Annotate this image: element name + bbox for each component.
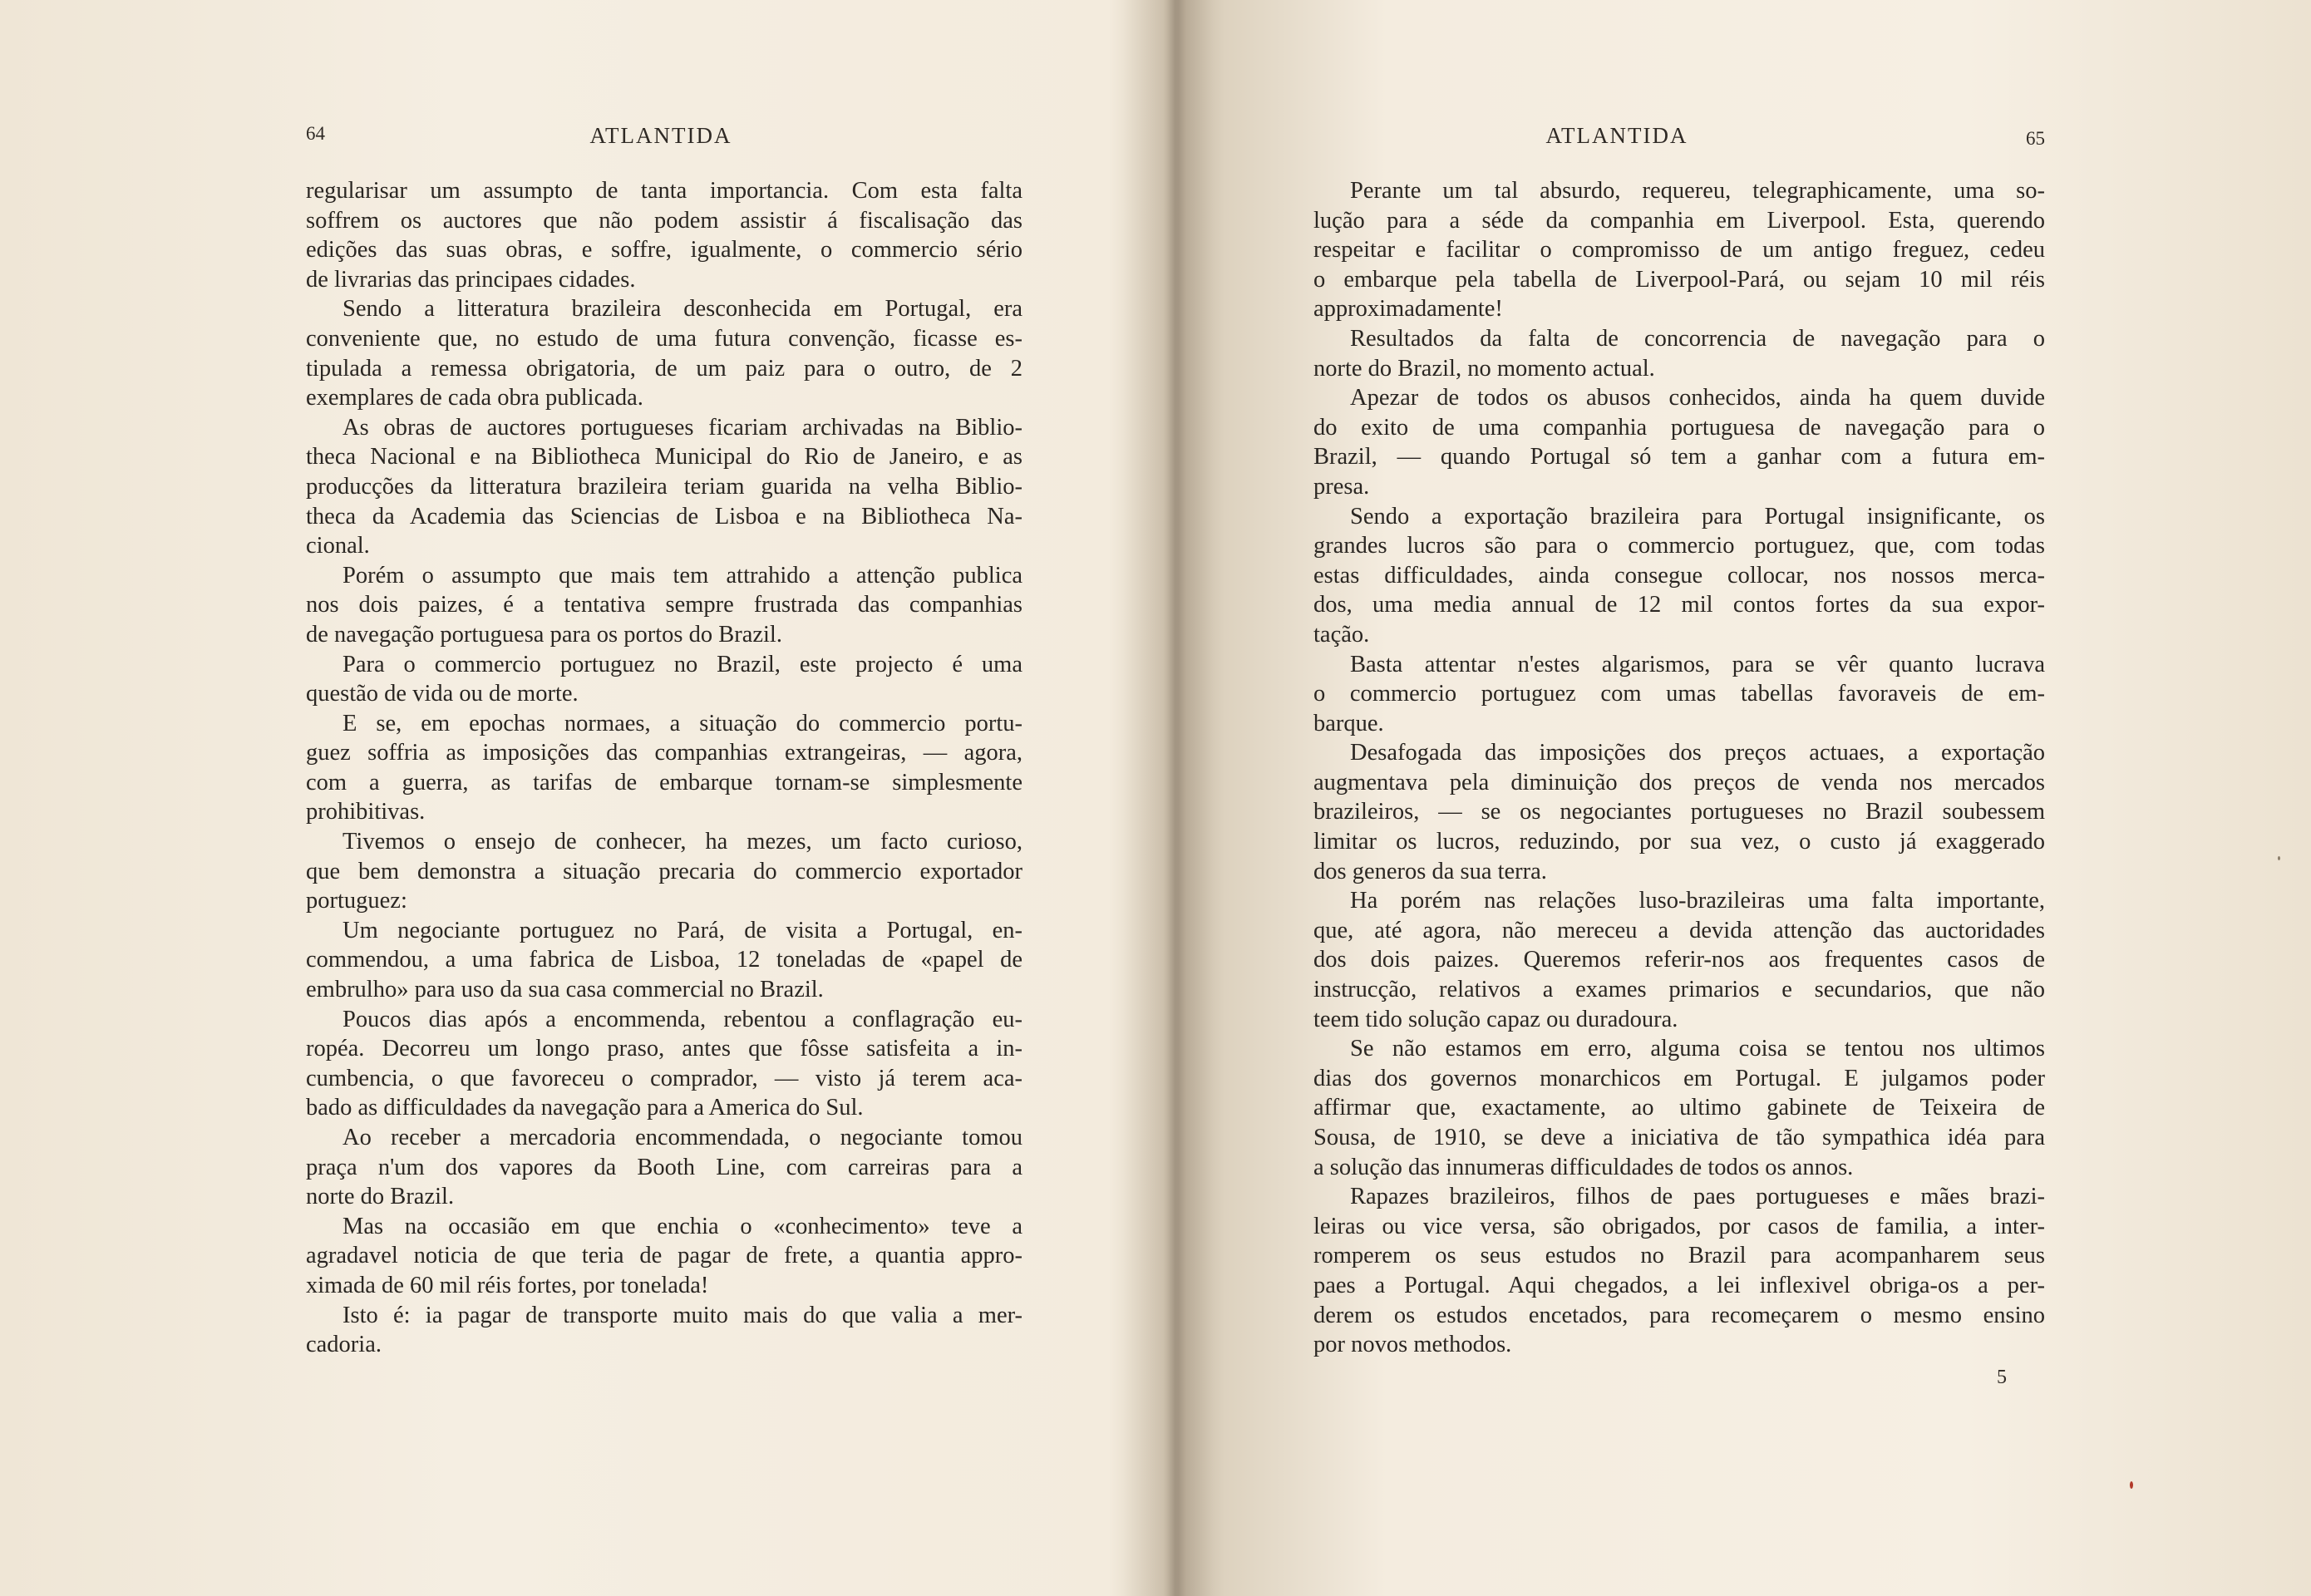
text-line: Mas na occasião em que enchia o «conhecimento» teve a	[342, 1213, 1022, 1239]
text-line: Desafogada das imposições dos preços actuaes, a exportação	[1350, 740, 2045, 766]
text-line: instrucção, relativos a exames primarios e secundarios, que não	[1313, 977, 2045, 1003]
text-line: Basta attentar n'estes algarismos, para se vêr quanto lucrava	[1350, 651, 2045, 677]
left-page-header	[306, 123, 1022, 156]
text-line: romperem os seus estudos no Brazil para acompanharem seus	[1313, 1243, 2045, 1269]
text-line: approximadamente!	[1313, 296, 1503, 323]
text-line: Sendo a exportação brazileira para Portugal insignificante, os	[1350, 503, 2045, 530]
text-line: tipulada a remessa obrigatoria, de um paiz para o outro, de 2	[306, 355, 1022, 382]
running-title: ATLANTIDA	[1545, 123, 1688, 148]
text-line: Tivemos o ensejo de conhecer, ha mezes, um facto curioso,	[342, 829, 1022, 855]
page-number: 64	[306, 123, 325, 144]
right-page-header	[1313, 123, 2045, 156]
text-line: que bem demonstra a situação precaria do commercio exportador	[306, 858, 1022, 884]
text-line: dos dois paizes. Queremos referir-nos aos frequentes casos de	[1313, 947, 2045, 973]
right-page	[1165, 0, 2311, 1596]
text-line: embrulho» para uso da sua casa commercial no Brazil.	[306, 977, 824, 1003]
text-line: dos generos da sua terra.	[1313, 858, 1547, 884]
text-line: Sendo a litteratura brazileira desconhecida em Portugal, era	[342, 296, 1022, 323]
text-line: prohibitivas.	[306, 799, 426, 825]
text-line: grandes lucros são para o commercio portuguez, que, com todas	[1313, 533, 2045, 559]
text-line: Ha porém nas relações luso-brazileiras uma falta importante,	[1350, 888, 2045, 914]
text-line: ximada de 60 mil réis fortes, por tonelada!	[306, 1272, 709, 1298]
text-line: leiras ou vice versa, são obrigados, por casos de familia, a inter-	[1313, 1213, 2045, 1239]
text-line: tação.	[1313, 621, 1370, 648]
text-line: regularisar um assumpto de tanta importancia. Com esta falta	[306, 178, 1022, 204]
text-line: Poucos dias após a encommenda, rebentou a conflagração eu-	[342, 1006, 1022, 1032]
text-line: brazileiros, — se os negociantes portugueses no Brazil soubessem	[1313, 799, 2045, 825]
text-line: Perante um tal absurdo, requereu, telegraphicamente, uma so-	[1350, 178, 2045, 204]
text-line: Porém o assumpto que mais tem attrahido a attenção publica	[342, 562, 1022, 589]
text-line: soffrem os auctores que não podem assistir á fiscalisação das	[306, 207, 1022, 234]
text-line: presa.	[1313, 473, 1370, 500]
text-line: Apezar de todos os abusos conhecidos, ainda ha quem duvide	[1350, 385, 2045, 411]
text-line: affirmar que, exactamente, ao ultimo gabinete de Teixeira de	[1313, 1095, 2045, 1121]
text-line: exemplares de cada obra publicada.	[306, 385, 643, 411]
text-line: praça n'um dos vapores da Booth Line, com carreiras para a	[306, 1154, 1022, 1180]
text-line: E se, em epochas normaes, a situação do commercio portu-	[342, 710, 1022, 736]
foxing-spot	[2130, 1481, 2133, 1489]
text-line: limitar os lucros, reduzindo, por sua vez, o custo já exaggerado	[1313, 829, 2045, 855]
text-line: de livrarias das principaes cidades.	[306, 266, 636, 293]
text-line: edições das suas obras, e soffre, igualmente, o commercio sério	[306, 237, 1022, 264]
text-line: cional.	[306, 533, 370, 559]
text-line: que, até agora, não mereceu a devida attenção das auctoridades	[1313, 917, 2045, 943]
text-line: de navegação portuguesa para os portos do Brazil.	[306, 621, 782, 648]
text-line: Para o commercio portuguez no Brazil, este projecto é uma	[342, 651, 1022, 677]
text-line: questão de vida ou de morte.	[306, 681, 579, 707]
text-line: ropéa. Decorreu um longo praso, antes que fôsse satisfeita a in-	[306, 1036, 1022, 1062]
text-line: a solução das innumeras difficuldades de todos os annos.	[1313, 1154, 1854, 1180]
text-line: bado as difficuldades da navegação para a America do Sul.	[306, 1095, 864, 1121]
text-line: o embarque pela tabella de Liverpool-Pará, ou sejam 10 mil réis	[1313, 266, 2045, 293]
text-line: theca da Academia das Sciencias de Lisboa e na Bibliotheca Na-	[306, 503, 1022, 530]
text-line: commendou, a uma fabrica de Lisboa, 12 toneladas de «papel de	[306, 947, 1022, 973]
foxing-spot	[2278, 856, 2280, 860]
text-line: norte do Brazil, no momento actual.	[1313, 355, 1655, 382]
text-line: Brazil, — quando Portugal só tem a ganhar com a futura em-	[1313, 444, 2045, 470]
text-line: estas difficuldades, ainda consegue collocar, nos nossos merca-	[1313, 562, 2045, 589]
text-line: Rapazes brazileiros, filhos de paes portugueses e mães brazi-	[1350, 1184, 2045, 1210]
text-line: cadoria.	[306, 1332, 382, 1358]
text-line: Sousa, de 1910, se deve a iniciativa de tão sympathica idéa para	[1313, 1125, 2045, 1150]
text-line: dos, uma media annual de 12 mil contos fortes da sua expor-	[1313, 592, 2045, 618]
signature-mark: 5	[1997, 1367, 2007, 1388]
right-page-body	[1313, 176, 2045, 1360]
text-line: Resultados da falta de concorrencia de navegação para o	[1350, 325, 2045, 352]
text-line: Ao receber a mercadoria encommendada, o negociante tomou	[342, 1125, 1022, 1150]
text-line: theca Nacional e na Bibliotheca Municipal do Rio de Janeiro, e as	[306, 444, 1022, 470]
text-line: Se não estamos em erro, alguma coisa se tentou nos ultimos	[1350, 1036, 2045, 1062]
text-line: Um negociante portuguez no Pará, de visita a Portugal, en-	[342, 917, 1022, 943]
text-line: As obras de auctores portugueses ficariam archivadas na Biblio-	[342, 414, 1022, 441]
text-line: portuguez:	[306, 888, 407, 914]
text-line: nos dois paizes, é a tentativa sempre frustrada das companhias	[306, 592, 1022, 618]
left-page-body	[306, 176, 1022, 1360]
text-line: com a guerra, as tarifas de embarque tornam-se simplesmente	[306, 769, 1022, 796]
text-line: lução para a séde da companhia em Liverpool. Esta, querendo	[1313, 207, 2045, 234]
text-line: augmentava pela diminuição dos preços de venda nos mercados	[1313, 769, 2045, 796]
text-line: respeitar e facilitar o compromisso de um antigo freguez, cedeu	[1313, 237, 2045, 264]
text-line: paes a Portugal. Aqui chegados, a lei inflexivel obriga-os a per-	[1313, 1272, 2045, 1298]
text-line: teem tido solução capaz ou duradoura.	[1313, 1006, 1678, 1032]
text-line: cumbencia, o que favoreceu o comprador, — visto já terem aca-	[306, 1065, 1022, 1091]
text-line: Isto é: ia pagar de transporte muito mais do que valia a mer-	[342, 1302, 1022, 1328]
text-line: derem os estudos encetados, para recomeçarem o mesmo ensino	[1313, 1302, 2045, 1328]
text-line: agradavel noticia de que teria de pagar de frete, a quantia appro-	[306, 1243, 1022, 1269]
text-line: o commercio portuguez com umas tabellas favoraveis de em-	[1313, 681, 2045, 707]
text-line: norte do Brazil.	[306, 1184, 455, 1210]
text-line: por novos methodos.	[1313, 1332, 1512, 1358]
text-line: dias dos governos monarchicos em Portugal. E julgamos poder	[1313, 1065, 2045, 1091]
text-line: guez soffria as imposições das companhias extrangeiras, — agora,	[306, 740, 1022, 766]
page-number: 65	[2026, 128, 2045, 149]
running-title: ATLANTIDA	[589, 123, 732, 148]
text-line: barque.	[1313, 710, 1384, 736]
text-line: do exito de uma companhia portuguesa de navegação para o	[1313, 414, 2045, 441]
text-line: conveniente que, no estudo de uma futura convenção, ficasse es-	[306, 325, 1022, 352]
text-line: producções da litteratura brazileira teriam guarida na velha Biblio-	[306, 473, 1022, 500]
